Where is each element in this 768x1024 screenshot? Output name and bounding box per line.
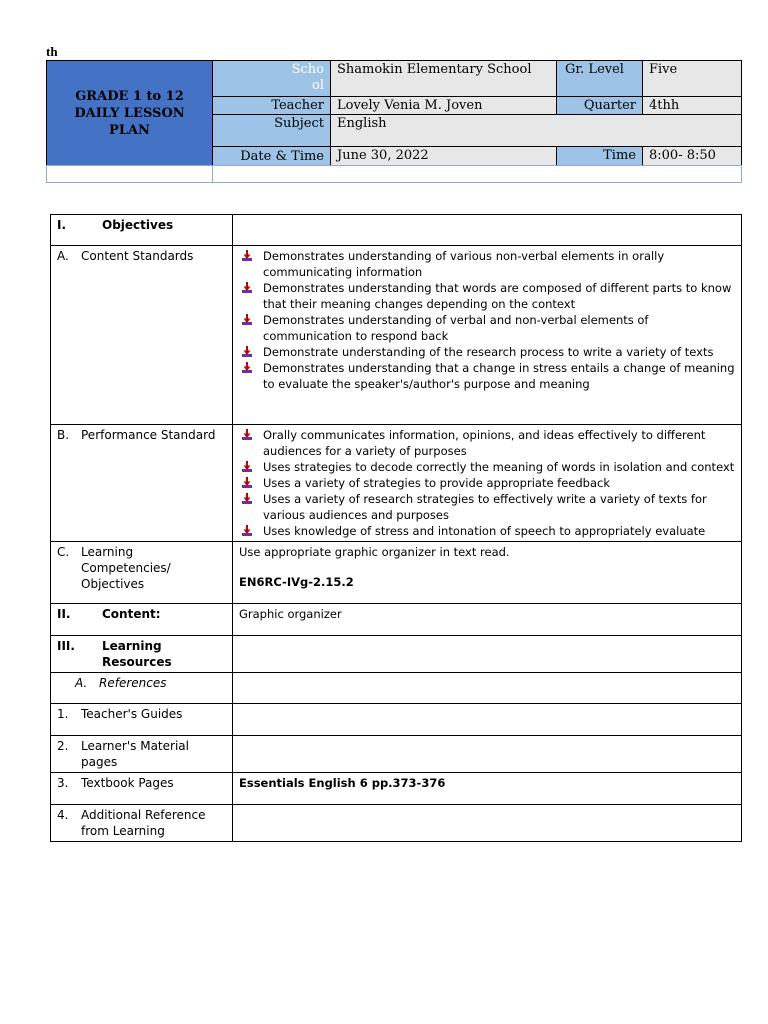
textbook-row (51, 773, 742, 805)
time-value: 8:00- 8:50 (642, 146, 742, 166)
standard-text: Uses strategies to decode correctly the meaning of words in isolation and context (263, 460, 735, 474)
competencies-row (51, 542, 742, 604)
references-label-cell (51, 673, 233, 704)
teacher-value: Lovely Venia M. Joven (330, 96, 557, 115)
resources-label-cell (51, 636, 233, 673)
section-label: Content: (102, 607, 161, 621)
objectives-value-cell (233, 215, 742, 246)
resources-row (51, 636, 742, 673)
quarter-label: Quarter (556, 96, 643, 115)
section-number: III. (57, 639, 75, 653)
standard-item (239, 248, 735, 280)
school-label-line: ol (312, 78, 324, 93)
arrow-bullet-icon (242, 492, 252, 506)
competencies-value-cell (233, 542, 742, 604)
row-number: C. (57, 545, 70, 559)
header-table (46, 60, 742, 184)
additional-reference-value-cell (233, 805, 742, 842)
standard-item (239, 475, 735, 491)
performance-standard-list (239, 427, 735, 539)
textbook-label-cell (51, 773, 233, 805)
standard-item (239, 312, 735, 344)
standard-text: Demonstrate understanding of the research process to write a variety of texts (263, 345, 714, 359)
row-number: A. (57, 249, 69, 263)
row-number: 3. (57, 776, 69, 790)
competency-code: EN6RC-IVg-2.15.2 (239, 575, 354, 589)
standard-item (239, 427, 735, 459)
standard-item (239, 344, 735, 360)
arrow-bullet-icon (242, 428, 252, 442)
section-number: I. (57, 218, 67, 232)
arrow-bullet-icon (242, 313, 252, 327)
references-value-cell (233, 673, 742, 704)
standard-text: Demonstrates understanding that words are composed of different parts to know that their meaning changes depending on the context (263, 281, 732, 311)
standard-item (239, 523, 735, 539)
textbook-value-cell: Essentials English 6 pp.373-376 (233, 773, 742, 805)
content-standards-row (51, 246, 742, 425)
objectives-row (51, 215, 742, 246)
competencies-label-cell (51, 542, 233, 604)
plan-title (46, 60, 213, 166)
performance-standard-label-cell (51, 425, 233, 542)
arrow-bullet-icon (242, 345, 252, 359)
standard-item (239, 491, 735, 523)
section-label: Learning Resources (102, 639, 172, 669)
learners-material-row (51, 736, 742, 773)
teachers-guides-label-cell (51, 704, 233, 736)
time-label: Time (556, 146, 643, 166)
section-label: Objectives (102, 218, 174, 232)
content-standards-list-cell (233, 246, 742, 425)
header-empty-cell (46, 165, 213, 183)
row-label: Content Standards (81, 249, 194, 263)
standard-text: Uses a variety of strategies to provide appropriate feedback (263, 476, 611, 490)
subject-value: English (330, 114, 742, 147)
row-label: Performance Standard (81, 428, 216, 442)
arrow-bullet-icon (242, 361, 252, 375)
standard-text: Demonstrates understanding of verbal and non-verbal elements of communication to respond back (263, 313, 649, 343)
arrow-bullet-icon (242, 524, 252, 538)
teacher-label: Teacher (212, 96, 331, 115)
header-empty-cell (212, 165, 742, 183)
quarter-value: 4thh (642, 96, 742, 115)
content-row (51, 604, 742, 636)
objectives-label-cell (51, 215, 233, 246)
row-number: B. (57, 428, 70, 442)
lesson-table (50, 214, 742, 842)
row-number: A. (75, 676, 88, 690)
references-row (51, 673, 742, 704)
learners-material-value-cell (233, 736, 742, 773)
date-label: Date & Time (212, 146, 331, 166)
standard-item (239, 459, 735, 475)
resources-value-cell (233, 636, 742, 673)
additional-reference-label-cell (51, 805, 233, 842)
plan-title-line: PLAN (109, 122, 150, 138)
content-label-cell (51, 604, 233, 636)
standard-text: Demonstrates understanding that a change in stress entails a change of meaning to evaluate the speaker's/author's purpose and meaning (263, 361, 735, 391)
arrow-bullet-icon (242, 476, 252, 490)
standard-text: Uses knowledge of stress and intonation of speech to appropriately evaluate (263, 524, 706, 538)
teachers-guides-row (51, 704, 742, 736)
grade-value: Five (642, 60, 742, 97)
arrow-bullet-icon (242, 281, 252, 295)
content-value-cell: Graphic organizer (233, 604, 742, 636)
standard-text: Demonstrates understanding of various non-verbal elements in orally communicating information (263, 249, 665, 279)
subject-label: Subject (212, 114, 331, 147)
row-label: Learning Competencies/ Objectives (81, 545, 171, 591)
standard-item (239, 360, 735, 392)
row-number: 4. (57, 808, 69, 822)
date-value: June 30, 2022 (330, 146, 557, 166)
content-standards-label-cell (51, 246, 233, 425)
teachers-guides-value-cell (233, 704, 742, 736)
standard-text: Uses a variety of research strategies to effectively write a variety of texts for various audiences and purposes (263, 492, 707, 522)
school-label-line: Scho (291, 62, 324, 77)
plan-title-line: GRADE 1 to 12 (75, 88, 184, 104)
superscript-mark: th (46, 44, 58, 59)
arrow-bullet-icon (242, 249, 252, 263)
row-label: Textbook Pages (81, 776, 174, 790)
standard-text: Orally communicates information, opinions, and ideas effectively to different audiences for a variety of purposes (263, 428, 706, 458)
grade-label: Gr. Level (556, 60, 643, 97)
row-number: 2. (57, 739, 69, 753)
additional-reference-row (51, 805, 742, 842)
content-standards-list (239, 248, 735, 392)
performance-standard-list-cell (233, 425, 742, 542)
performance-standard-row (51, 425, 742, 542)
row-label: Additional Reference from Learning (81, 808, 206, 838)
standard-item (239, 280, 735, 312)
row-label: References (99, 676, 167, 690)
competency-text: Use appropriate graphic organizer in text read. (239, 545, 510, 559)
row-label: Learner's Material pages (81, 739, 189, 769)
row-number: 1. (57, 707, 69, 721)
plan-title-line: DAILY LESSON (74, 105, 185, 121)
arrow-bullet-icon (242, 460, 252, 474)
row-label: Teacher's Guides (81, 707, 183, 721)
section-number: II. (57, 607, 71, 621)
learners-material-label-cell (51, 736, 233, 773)
school-value: Shamokin Elementary School (330, 60, 557, 97)
school-label (212, 60, 331, 97)
